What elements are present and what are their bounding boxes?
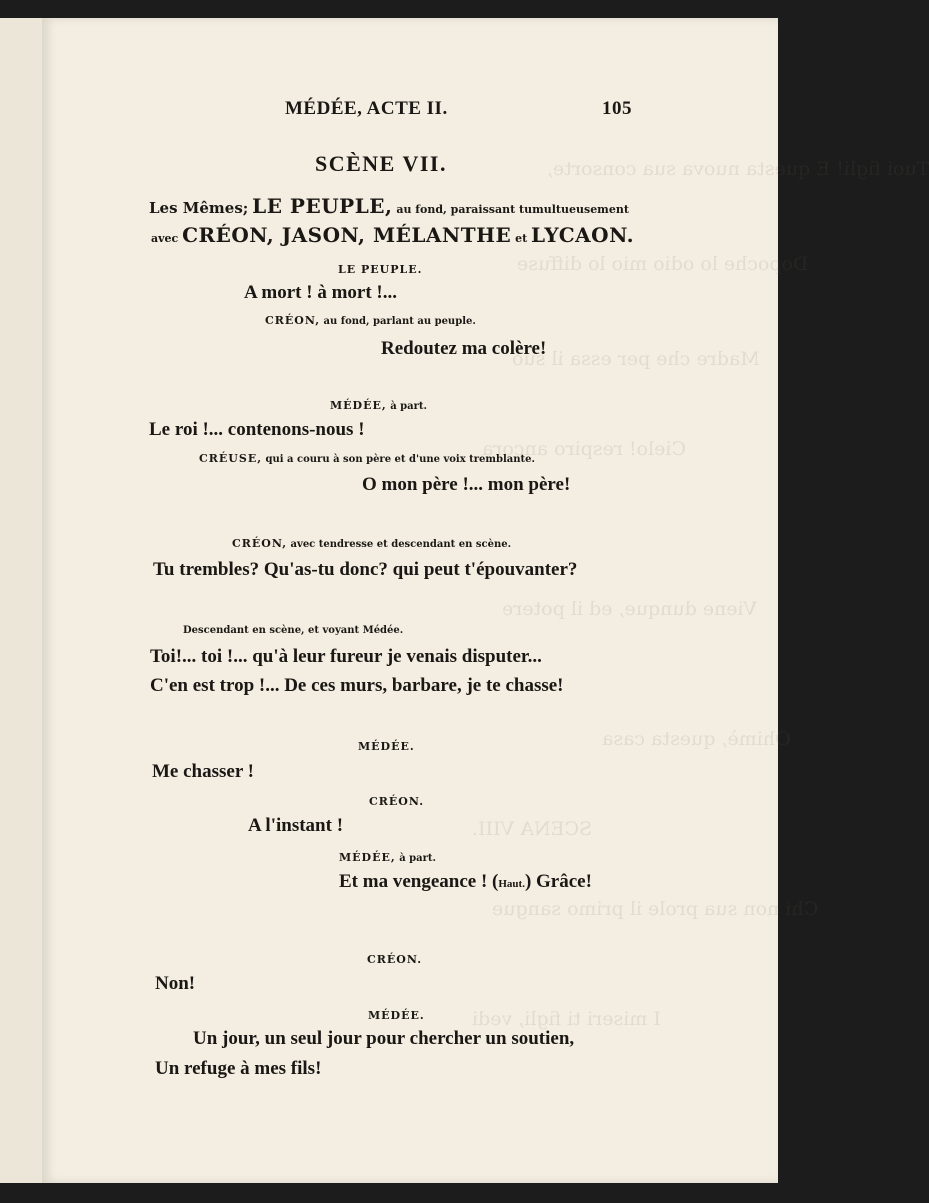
stage-direction: à part. xyxy=(390,401,427,412)
verse-line: Me chasser ! xyxy=(152,761,255,782)
speaker-direction xyxy=(232,537,511,550)
facing-page-edge xyxy=(0,18,43,1183)
cast-direction: au fond, paraissant tumultueusement xyxy=(396,203,629,216)
speaker-direction xyxy=(199,452,535,465)
page-number: 105 xyxy=(602,98,632,119)
verse-line: Redoutez ma colère! xyxy=(381,338,547,359)
speaker-label: CRÉUSE, xyxy=(199,452,263,465)
verse-line: Un refuge à mes fils! xyxy=(155,1058,322,1079)
cast-line-1 xyxy=(149,194,629,218)
verse-line: Le roi !... contenons-nous ! xyxy=(149,419,365,440)
verse-line: O mon père !... mon père! xyxy=(362,474,571,495)
speaker-label: CRÉON. xyxy=(369,795,425,808)
speaker-label: MÉDÉE, xyxy=(330,399,387,412)
verse-line: Un jour, un seul jour pour chercher un soutien, xyxy=(193,1028,575,1049)
speaker-label: CRÉON, xyxy=(232,537,288,550)
speaker-label: MÉDÉE. xyxy=(368,1009,425,1022)
verse-part: Et ma vengeance ! ( xyxy=(339,871,499,892)
verse-line: A mort ! à mort !... xyxy=(244,282,398,303)
speaker-label: CRÉON, xyxy=(265,314,321,327)
verse-line: Tu trembles? Qu'as-tu donc? qui peut t'épouvanter? xyxy=(153,559,578,580)
cast-le-peuple: LE PEUPLE, xyxy=(252,194,393,218)
stage-direction: Descendant en scène, et voyant Médée. xyxy=(183,625,404,636)
stage-direction: à part. xyxy=(399,853,436,864)
cast-avec: avec xyxy=(151,232,179,245)
speaker-direction xyxy=(339,851,436,864)
speaker-direction xyxy=(265,314,476,327)
book-page xyxy=(42,18,929,1183)
verse-line: Non! xyxy=(155,973,196,994)
cast-les-memes: Les Mêmes; xyxy=(149,199,249,217)
running-head: MÉDÉE, ACTE II. xyxy=(285,98,448,119)
cast-et: et xyxy=(515,232,528,245)
speaker-label: LE PEUPLE. xyxy=(338,263,423,276)
stage-direction: qui a couru à son père et d'une voix tremblante. xyxy=(265,454,536,465)
stage-direction: avec tendresse et descendant en scène. xyxy=(290,539,512,550)
verse-part: ) Grâce! xyxy=(524,871,592,892)
speaker-label: MÉDÉE, xyxy=(339,851,396,864)
verse-line: Toi!... toi !... qu'à leur fureur je venais disputer... xyxy=(150,646,542,667)
stage-direction-inline: Haut. xyxy=(498,878,525,890)
verse-line xyxy=(339,871,592,893)
speaker-label: CRÉON. xyxy=(367,953,423,966)
cast-line-2 xyxy=(151,223,634,247)
speaker-label: MÉDÉE. xyxy=(358,740,415,753)
verse-line: C'en est trop !... De ces murs, barbare, je te chasse! xyxy=(150,675,564,696)
scene-title: SCÈNE VII. xyxy=(315,151,447,176)
verse-line: A l'instant ! xyxy=(248,815,344,836)
cast-lycaon: LYCAON. xyxy=(531,223,635,247)
speaker-direction xyxy=(330,399,427,412)
show-through-text: Tuoi figli! E questa nuova sua consorte, Dopoche lo odio mio lo diffuse Madre che per essa il suo Cielo! respiro ancora Viene dunque, ed il potere Ohimè, questa casa SCENA VIII. Chi non sua prole il primo sangue I miseri ti figli, vedi xyxy=(472,158,929,1030)
cast-names: CRÉON, JASON, MÉLANTHE xyxy=(182,223,512,247)
stage-direction: au fond, parlant au peuple. xyxy=(323,316,476,327)
